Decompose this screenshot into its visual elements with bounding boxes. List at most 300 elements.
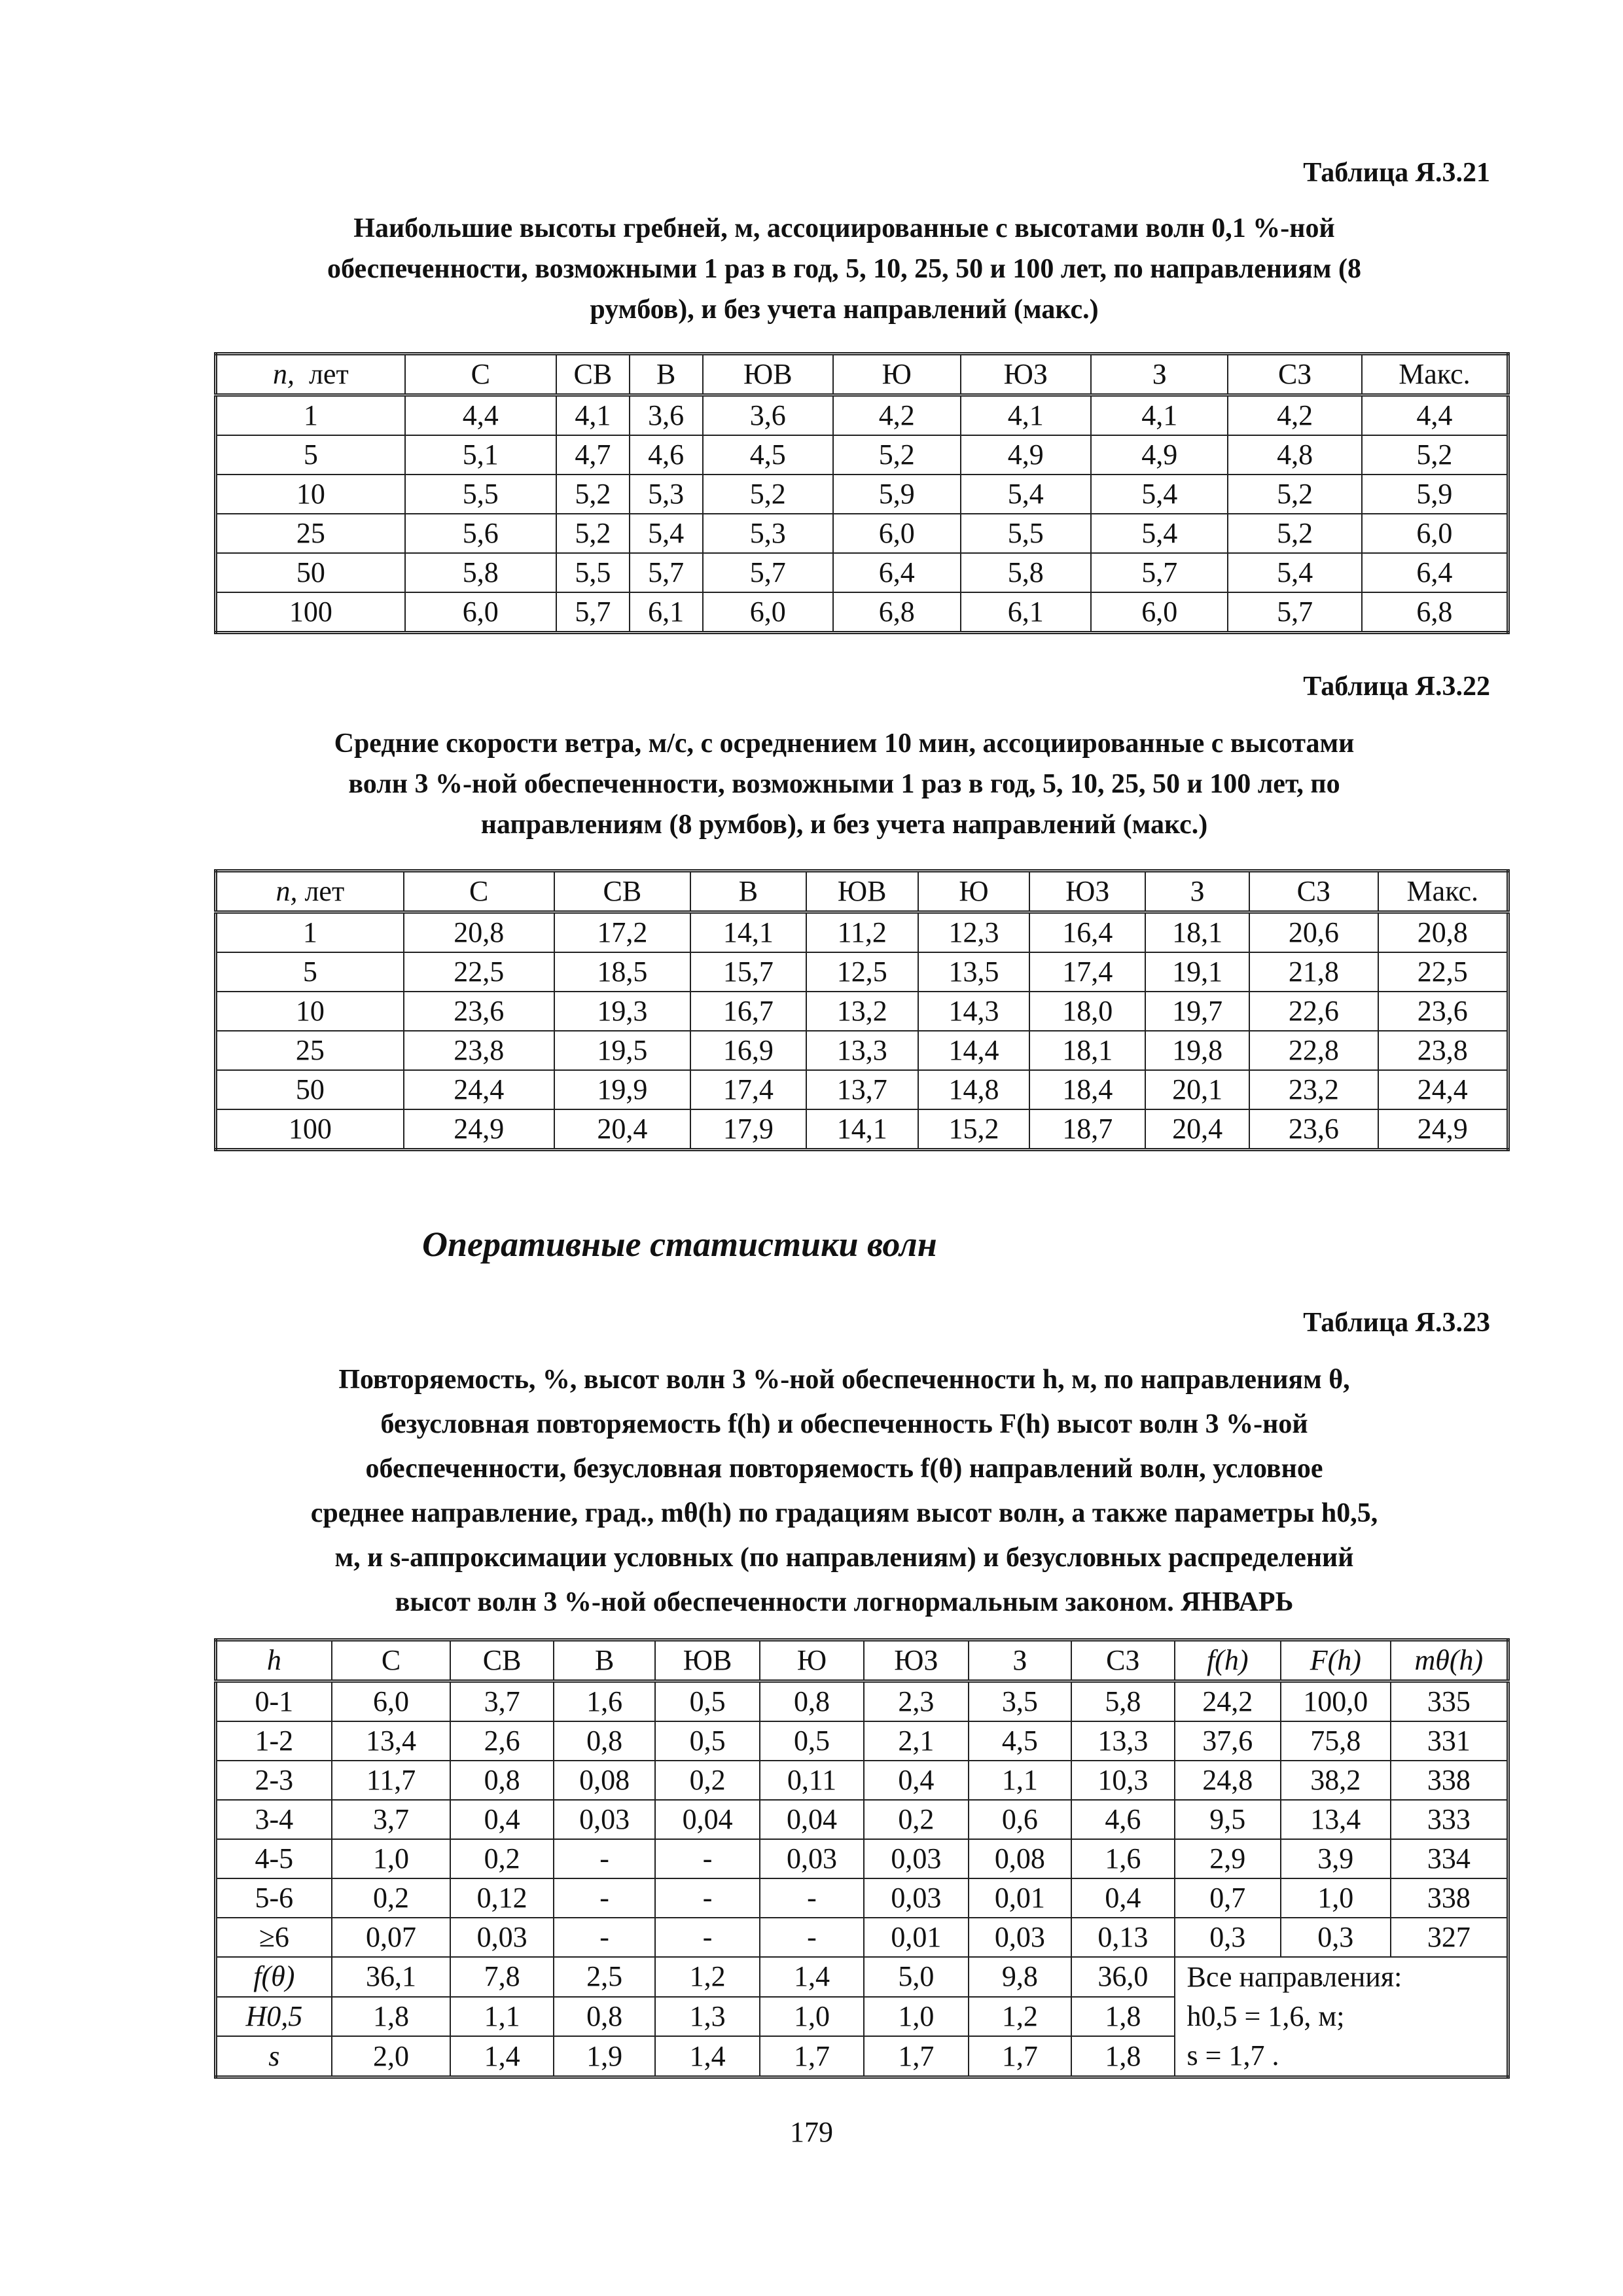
- table-row: [216, 592, 1508, 633]
- table-cell: 1,6: [554, 1681, 656, 1722]
- table-row: [216, 395, 1508, 436]
- row-label-cell: 1-2: [216, 1721, 332, 1761]
- caption-line: безусловная повторяемость f(h) и обеспеченность F(h) высот волн 3 %-ной: [380, 1409, 1308, 1439]
- header-cell: С: [332, 1640, 451, 1681]
- header-cell: n, лет: [216, 871, 404, 912]
- table-cell: 338: [1391, 1878, 1508, 1918]
- table-cell: 0,8: [554, 1997, 656, 2037]
- caption-line: Средние скорости ветра, м/с, с осреднением 10 мин, ассоциированные с высотами: [334, 728, 1355, 759]
- table-cell: 24,4: [404, 1070, 554, 1109]
- table-cell: 0,6: [969, 1800, 1071, 1839]
- caption-line: румбов), и без учета направлений (макс.): [590, 295, 1099, 325]
- table-row: [216, 952, 1508, 992]
- header-cell: С: [404, 871, 554, 912]
- table-cell: 4,1: [961, 395, 1091, 436]
- table-cell: 14,1: [690, 912, 806, 953]
- table-row: [216, 992, 1508, 1031]
- table-cell: 19,1: [1145, 952, 1249, 992]
- table-cell: 6,0: [1362, 514, 1508, 553]
- table-cell: 14,3: [918, 992, 1030, 1031]
- table-cell: 23,8: [404, 1031, 554, 1070]
- table-cell: 13,3: [806, 1031, 918, 1070]
- table-cell: 1,2: [655, 1957, 759, 1997]
- table-number: Таблица Я.3.22: [1303, 672, 1490, 702]
- table-cell: 3,6: [703, 395, 834, 436]
- table-cell: 2,6: [450, 1721, 553, 1761]
- table-cell: 5,8: [961, 553, 1091, 592]
- table-cell: 23,6: [404, 992, 554, 1031]
- table-cell: 13,5: [918, 952, 1030, 992]
- header-cell: В: [630, 354, 703, 395]
- table-cell: 0,8: [450, 1761, 553, 1800]
- table-cell: 15,7: [690, 952, 806, 992]
- header-cell: СЗ: [1249, 871, 1378, 912]
- header-cell: h: [216, 1640, 332, 1681]
- table-cell: 18,1: [1029, 1031, 1145, 1070]
- table-cell: 75,8: [1281, 1721, 1391, 1761]
- table-cell: 18,1: [1145, 912, 1249, 953]
- table-cell: 1,4: [760, 1957, 864, 1997]
- table-cell: 1,0: [760, 1997, 864, 2037]
- table-row: [216, 1761, 1508, 1800]
- table-cell: 14,8: [918, 1070, 1030, 1109]
- table-cell: -: [554, 1839, 656, 1878]
- table-cell: 23,2: [1249, 1070, 1378, 1109]
- table-cell: 0,01: [864, 1918, 968, 1957]
- table-row: [216, 912, 1508, 953]
- table-cell: 13,4: [1281, 1800, 1391, 1839]
- table-cell: 14,1: [806, 1109, 918, 1150]
- table-cell: 1,3: [655, 1997, 759, 2037]
- table-cell: 5,2: [833, 435, 960, 475]
- table-cell: 5,7: [1228, 592, 1361, 633]
- table-cell: 22,8: [1249, 1031, 1378, 1070]
- table-ya-3-21: [214, 352, 1510, 634]
- caption-line: м, и s-аппроксимации условных (по направлениям) и безусловных распределений: [334, 1543, 1354, 1573]
- table-cell: 5,0: [864, 1957, 968, 1997]
- table-cell: 5,5: [961, 514, 1091, 553]
- header-cell: n, лет: [216, 354, 405, 395]
- table-cell: 18,4: [1029, 1070, 1145, 1109]
- note-line: s = 1,7 .: [1186, 2039, 1279, 2072]
- header-cell: СЗ: [1071, 1640, 1174, 1681]
- table-cell: 17,4: [1029, 952, 1145, 992]
- table-cell: 3,7: [450, 1681, 553, 1722]
- table-cell: 1,8: [1071, 1997, 1174, 2037]
- table-cell: -: [554, 1918, 656, 1957]
- table-cell: 0,5: [655, 1721, 759, 1761]
- header-cell: Ю: [918, 871, 1030, 912]
- table-cell: 9,5: [1175, 1800, 1281, 1839]
- table-cell: 5,3: [630, 475, 703, 514]
- table-caption: [216, 208, 1472, 330]
- table-cell: 0,2: [655, 1761, 759, 1800]
- table-cell: 5,5: [556, 553, 630, 592]
- header-cell: В: [554, 1640, 656, 1681]
- table-cell: 18,7: [1029, 1109, 1145, 1150]
- row-label-cell: 100: [216, 592, 405, 633]
- table-caption: [216, 723, 1472, 845]
- table-cell: 5,2: [556, 475, 630, 514]
- table-cell: 20,4: [554, 1109, 690, 1150]
- header-cell: mθ(h): [1391, 1640, 1508, 1681]
- table-cell: 4,2: [833, 395, 960, 436]
- table-cell: 20,1: [1145, 1070, 1249, 1109]
- table-cell: -: [655, 1878, 759, 1918]
- table-cell: 11,7: [332, 1761, 451, 1800]
- table-cell: 22,6: [1249, 992, 1378, 1031]
- caption-line: направлениям (8 румбов), и без учета направлений (макс.): [480, 810, 1208, 840]
- table-row: [216, 1878, 1508, 1918]
- header-cell: ЮВ: [655, 1640, 759, 1681]
- table-cell: 5,6: [405, 514, 556, 553]
- table-row: [216, 1957, 1508, 1997]
- section-title: Оперативные статистики волн: [422, 1225, 937, 1264]
- table-cell: 5,7: [630, 553, 703, 592]
- table-cell: 9,8: [969, 1957, 1071, 1997]
- table-cell: 1,9: [554, 2036, 656, 2077]
- table-cell: 0,12: [450, 1878, 553, 1918]
- row-label-cell: 1: [216, 912, 404, 953]
- table-cell: 0,8: [554, 1721, 656, 1761]
- table-cell: 13,3: [1071, 1721, 1174, 1761]
- caption-line: Повторяемость, %, высот волн 3 %-ной обеспеченности h, м, по направлениям θ,: [338, 1365, 1350, 1395]
- table-cell: 36,1: [332, 1957, 451, 1997]
- header-cell: F(h): [1281, 1640, 1391, 1681]
- caption-line: обеспеченности, безусловная повторяемость f(θ) направлений волн, условное: [365, 1454, 1323, 1484]
- table-cell: 1,6: [1071, 1839, 1174, 1878]
- table-cell: 5,1: [405, 435, 556, 475]
- table-cell: 38,2: [1281, 1761, 1391, 1800]
- table-cell: 16,9: [690, 1031, 806, 1070]
- table-cell: 1,7: [864, 2036, 968, 2077]
- table-row: [216, 1070, 1508, 1109]
- row-label-cell: 2-3: [216, 1761, 332, 1800]
- table-cell: 1,0: [864, 1997, 968, 2037]
- table-cell: 0,03: [864, 1878, 968, 1918]
- table-cell: 1,0: [1281, 1878, 1391, 1918]
- table-cell: 24,9: [404, 1109, 554, 1150]
- header-cell: СВ: [554, 871, 690, 912]
- table-cell: 1,7: [760, 2036, 864, 2077]
- table-cell: 21,8: [1249, 952, 1378, 992]
- table-row: [216, 514, 1508, 553]
- row-label-cell: 25: [216, 514, 405, 553]
- header-cell: СВ: [556, 354, 630, 395]
- header-row: [216, 354, 1508, 395]
- table-row: [216, 1721, 1508, 1761]
- table-cell: 23,6: [1378, 992, 1508, 1031]
- table-cell: 5,8: [1071, 1681, 1174, 1722]
- table-cell: 4,7: [556, 435, 630, 475]
- table-cell: 4,4: [405, 395, 556, 436]
- table-cell: 0,04: [760, 1800, 864, 1839]
- table-cell: 6,1: [961, 592, 1091, 633]
- header-cell: ЮЗ: [864, 1640, 968, 1681]
- header-cell: З: [1145, 871, 1249, 912]
- table-cell: 0,03: [760, 1839, 864, 1878]
- header-cell: f(h): [1175, 1640, 1281, 1681]
- table-cell: 16,7: [690, 992, 806, 1031]
- row-label-cell: 5: [216, 952, 404, 992]
- row-label-cell: 25: [216, 1031, 404, 1070]
- table-cell: 24,9: [1378, 1109, 1508, 1150]
- table-cell: 4,4: [1362, 395, 1508, 436]
- table-cell: 2,3: [864, 1681, 968, 1722]
- table-row: [216, 553, 1508, 592]
- table-cell: 5,4: [1091, 514, 1228, 553]
- caption-line: волн 3 %-ной обеспеченности, возможными 1 раз в год, 5, 10, 25, 50 и 100 лет, по: [348, 769, 1340, 799]
- table-cell: 0,5: [760, 1721, 864, 1761]
- table-cell: 4,5: [969, 1721, 1071, 1761]
- table-cell: 5,2: [556, 514, 630, 553]
- table-cell: 19,9: [554, 1070, 690, 1109]
- table-cell: 13,4: [332, 1721, 451, 1761]
- table-cell: 5,9: [833, 475, 960, 514]
- table-cell: 6,8: [833, 592, 960, 633]
- table-cell: 4,8: [1228, 435, 1361, 475]
- row-label-cell: 1: [216, 395, 405, 436]
- table-cell: 0,4: [864, 1761, 968, 1800]
- header-cell: З: [1091, 354, 1228, 395]
- row-label-cell: 5: [216, 435, 405, 475]
- table-cell: 23,8: [1378, 1031, 1508, 1070]
- table-row: [216, 1109, 1508, 1150]
- table-cell: 6,4: [833, 553, 960, 592]
- table-cell: 36,0: [1071, 1957, 1174, 1997]
- table-cell: 5,7: [1091, 553, 1228, 592]
- table-cell: 17,9: [690, 1109, 806, 1150]
- caption-line: среднее направление, град., mθ(h) по градациям высот волн, а также параметры h0,5,: [310, 1498, 1378, 1528]
- row-label-cell: 10: [216, 475, 405, 514]
- table-row: [216, 475, 1508, 514]
- table-cell: 0,5: [655, 1681, 759, 1722]
- table-cell: -: [554, 1878, 656, 1918]
- table-cell: 0,2: [450, 1839, 553, 1878]
- table-body: [216, 912, 1508, 1150]
- table-cell: 4,1: [556, 395, 630, 436]
- header-cell: С: [405, 354, 556, 395]
- table-number: Таблица Я.3.21: [1303, 158, 1490, 188]
- row-label-cell: 50: [216, 1070, 404, 1109]
- table-cell: 6,0: [405, 592, 556, 633]
- table-cell: 1,8: [1071, 2036, 1174, 2077]
- table-cell: 3,6: [630, 395, 703, 436]
- table-cell: 19,5: [554, 1031, 690, 1070]
- header-cell: В: [690, 871, 806, 912]
- table-cell: 331: [1391, 1721, 1508, 1761]
- table-cell: 18,5: [554, 952, 690, 992]
- table-cell: 3,7: [332, 1800, 451, 1839]
- page-number: 179: [790, 2116, 833, 2148]
- table-cell: 5,7: [556, 592, 630, 633]
- header-cell: З: [969, 1640, 1071, 1681]
- table-ya-3-22: [214, 869, 1510, 1151]
- table-cell: 5,2: [1228, 514, 1361, 553]
- table-cell: 19,8: [1145, 1031, 1249, 1070]
- caption-line: обеспеченности, возможными 1 раз в год, 5, 10, 25, 50 и 100 лет, по направлениям (8: [327, 254, 1361, 284]
- table-cell: 5,2: [703, 475, 834, 514]
- table-cell: 22,5: [404, 952, 554, 992]
- note-line: Все направления:: [1186, 1961, 1402, 1993]
- table-caption: [196, 1357, 1492, 1624]
- table-cell: s: [216, 2036, 332, 2077]
- table-cell: -: [760, 1918, 864, 1957]
- table-cell: 0,3: [1281, 1918, 1391, 1957]
- table-cell: 327: [1391, 1918, 1508, 1957]
- header-cell: ЮЗ: [1029, 871, 1145, 912]
- table-cell: 5,4: [630, 514, 703, 553]
- table-cell: 1,0: [332, 1839, 451, 1878]
- table-cell: 5,9: [1362, 475, 1508, 514]
- table-cell: 19,7: [1145, 992, 1249, 1031]
- table-cell: H0,5: [216, 1997, 332, 2037]
- row-label-cell: 100: [216, 1109, 404, 1150]
- table-cell: 23,6: [1249, 1109, 1378, 1150]
- table-cell: 24,2: [1175, 1681, 1281, 1722]
- table-row: [216, 1681, 1508, 1722]
- table-cell: 0,7: [1175, 1878, 1281, 1918]
- table-cell: 14,4: [918, 1031, 1030, 1070]
- header-row: [216, 871, 1508, 912]
- table-row: [216, 1918, 1508, 1957]
- header-cell: ЮВ: [806, 871, 918, 912]
- table-cell: 20,8: [1378, 912, 1508, 953]
- table-summary-body: [216, 1957, 1508, 2077]
- table-cell: 0,07: [332, 1918, 451, 1957]
- table-cell: 1,8: [332, 1997, 451, 2037]
- table-cell: 7,8: [450, 1957, 553, 1997]
- table-row: [216, 435, 1508, 475]
- table-cell: -: [760, 1878, 864, 1918]
- table-cell: 5,3: [703, 514, 834, 553]
- table-cell: 6,8: [1362, 592, 1508, 633]
- table-cell: 0,08: [969, 1839, 1071, 1878]
- table-cell: 5,2: [1362, 435, 1508, 475]
- table-cell: 22,5: [1378, 952, 1508, 992]
- table-cell: 6,0: [1091, 592, 1228, 633]
- table-cell: 6,4: [1362, 553, 1508, 592]
- table-cell: 6,0: [332, 1681, 451, 1722]
- table-ya-3-23: [214, 1638, 1510, 2079]
- table-cell: 4,9: [1091, 435, 1228, 475]
- table-body: [216, 395, 1508, 633]
- header-row: [216, 1640, 1508, 1681]
- table-cell: -: [655, 1918, 759, 1957]
- caption-line: высот волн 3 %-ной обеспеченности логнормальным законом. ЯНВАРЬ: [395, 1587, 1294, 1617]
- table-cell: 1,4: [450, 2036, 553, 2077]
- table-cell: 10,3: [1071, 1761, 1174, 1800]
- table-cell: 5,4: [1091, 475, 1228, 514]
- table-row: [216, 1800, 1508, 1839]
- table-number: Таблица Я.3.23: [1303, 1308, 1490, 1338]
- table-cell: 4,1: [1091, 395, 1228, 436]
- table-cell: 4,6: [1071, 1800, 1174, 1839]
- table-cell: 13,2: [806, 992, 918, 1031]
- table-cell: 20,6: [1249, 912, 1378, 953]
- table-cell: 11,2: [806, 912, 918, 953]
- table-cell: 0,2: [332, 1878, 451, 1918]
- table-cell: 0,03: [864, 1839, 968, 1878]
- table-row: [216, 1031, 1508, 1070]
- table-cell: 0,8: [760, 1681, 864, 1722]
- row-label-cell: 3-4: [216, 1800, 332, 1839]
- table-cell: 0,03: [969, 1918, 1071, 1957]
- table-cell: 334: [1391, 1839, 1508, 1878]
- table-cell: 0,13: [1071, 1918, 1174, 1957]
- note-line: h0,5 = 1,6, м;: [1186, 2000, 1345, 2032]
- header-cell: Ю: [833, 354, 960, 395]
- table-cell: 5,4: [961, 475, 1091, 514]
- table-cell: 5,4: [1228, 553, 1361, 592]
- table-cell: 1,2: [969, 1997, 1071, 2037]
- table-cell: -: [655, 1839, 759, 1878]
- table-cell: 2,9: [1175, 1839, 1281, 1878]
- table-cell: 4,5: [703, 435, 834, 475]
- table-body: [216, 1681, 1508, 1958]
- table-cell: 5,7: [703, 553, 834, 592]
- table-cell: 0,2: [864, 1800, 968, 1839]
- table-cell: 5,2: [1228, 475, 1361, 514]
- table-cell: 2,1: [864, 1721, 968, 1761]
- row-label-cell: 4-5: [216, 1839, 332, 1878]
- table-cell: 6,0: [833, 514, 960, 553]
- table-cell: 24,8: [1175, 1761, 1281, 1800]
- row-label-cell: 5-6: [216, 1878, 332, 1918]
- table-cell: 338: [1391, 1761, 1508, 1800]
- header-cell: ЮЗ: [961, 354, 1091, 395]
- header-cell: СВ: [450, 1640, 553, 1681]
- table-cell: 20,4: [1145, 1109, 1249, 1150]
- table-cell: 5,5: [405, 475, 556, 514]
- table-cell: 0,3: [1175, 1918, 1281, 1957]
- header-cell: СЗ: [1228, 354, 1361, 395]
- header-cell: Макс.: [1378, 871, 1508, 912]
- table-cell: 335: [1391, 1681, 1508, 1722]
- table-cell: 1,7: [969, 2036, 1071, 2077]
- table-cell: 19,3: [554, 992, 690, 1031]
- table-cell: 0,4: [1071, 1878, 1174, 1918]
- table-cell: 3,5: [969, 1681, 1071, 1722]
- table-cell: 20,8: [404, 912, 554, 953]
- table-cell: 2,0: [332, 2036, 451, 2077]
- row-label-cell: 50: [216, 553, 405, 592]
- table-cell: 6,0: [703, 592, 834, 633]
- table-cell: 1,1: [450, 1997, 553, 2037]
- table-cell: 15,2: [918, 1109, 1030, 1150]
- table-cell: 4,6: [630, 435, 703, 475]
- all-directions-note: [1175, 1957, 1508, 2077]
- row-label-cell: 10: [216, 992, 404, 1031]
- row-label-cell: ≥6: [216, 1918, 332, 1957]
- table-cell: 1,4: [655, 2036, 759, 2077]
- table-cell: 0,08: [554, 1761, 656, 1800]
- table-cell: 16,4: [1029, 912, 1145, 953]
- header-cell: Макс.: [1362, 354, 1508, 395]
- table-row: [216, 1839, 1508, 1878]
- header-cell: ЮВ: [703, 354, 834, 395]
- table-cell: 13,7: [806, 1070, 918, 1109]
- table-cell: f(θ): [216, 1957, 332, 1997]
- table-cell: 333: [1391, 1800, 1508, 1839]
- table-cell: 5,8: [405, 553, 556, 592]
- table-cell: 24,4: [1378, 1070, 1508, 1109]
- table-cell: 0,03: [554, 1800, 656, 1839]
- table-cell: 37,6: [1175, 1721, 1281, 1761]
- row-label-cell: 0-1: [216, 1681, 332, 1722]
- table-cell: 12,3: [918, 912, 1030, 953]
- table-cell: 0,4: [450, 1800, 553, 1839]
